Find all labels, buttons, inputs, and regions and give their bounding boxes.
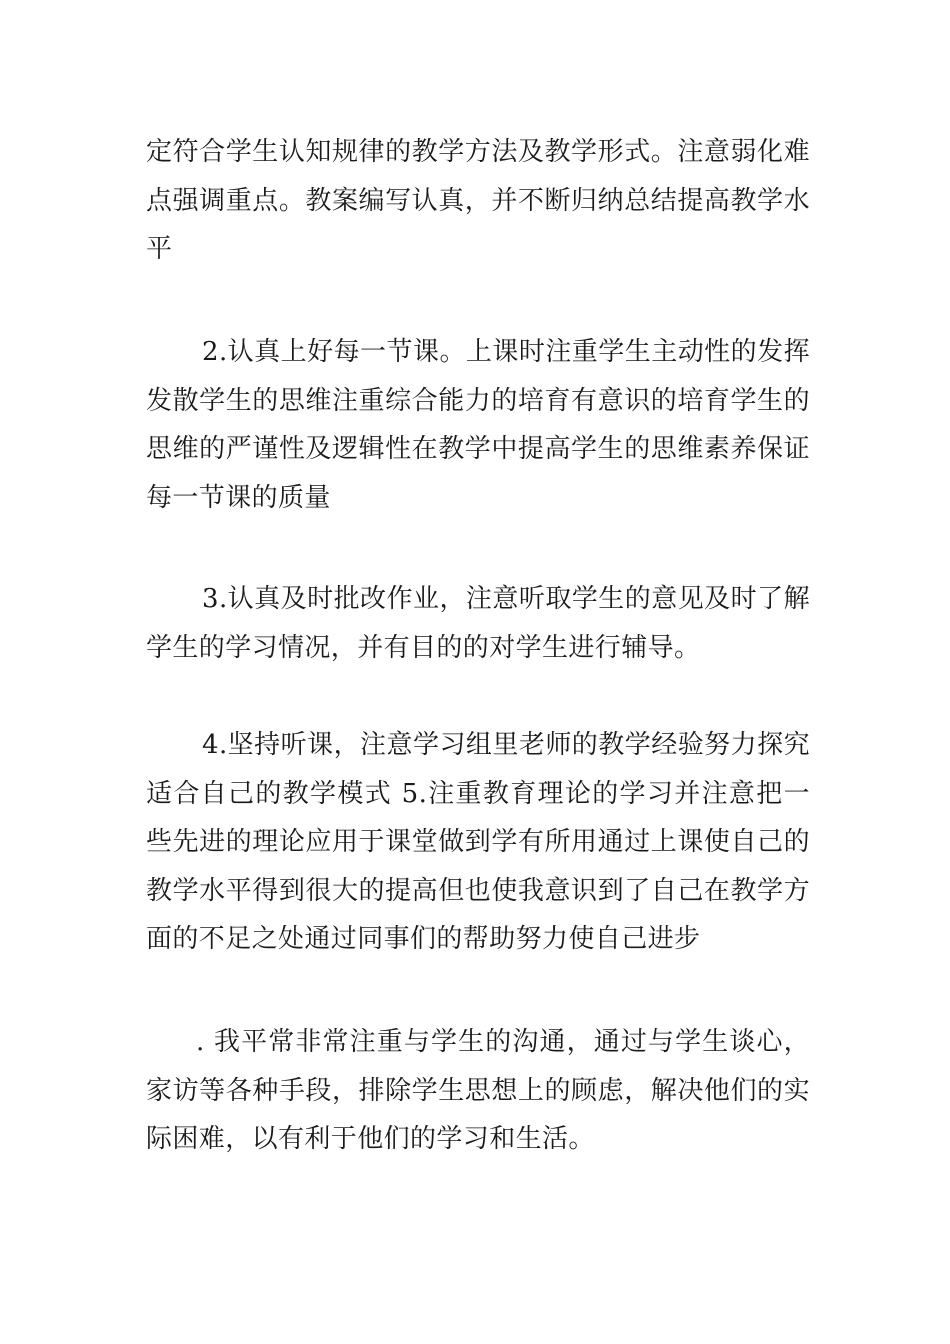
paragraph-item-3: 3.认真及时批改作业，注意听取学生的意见及时了解学生的学习情况，并有目的的对学生进行辅导。 [146, 584, 810, 663]
paragraph-item-4: 4.坚持听课，注意学习组里老师的教学经验努力探究适合自己的教学模式 5.注重教育理论的学习并注意把一些先进的理论应用于课堂做到学有所用通过上课使自己的教学水平得到很大的提高但也使我意识到了自己在教学方面的不足之处通过同事们的帮助努力使自己进步 [146, 730, 810, 954]
paragraph-item-2: 2.认真上好每一节课。上课时注重学生主动性的发挥发散学生的思维注重综合能力的培育有意识的培育学生的思维的严谨性及逻辑性在教学中提高学生的思维素养保证每一节课的质量 [146, 337, 810, 513]
paragraph-continuation: 定符合学生认知规律的教学方法及教学形式。注意弱化难点强调重点。教案编写认真，并不断归纳总结提高教学水平 [146, 137, 810, 264]
paragraph-communication: . 我平常非常注重与学生的沟通，通过与学生谈心，家访等各种手段，排除学生思想上的顾虑，解决他们的实际困难，以有利于他们的学习和生活。 [146, 1027, 810, 1154]
